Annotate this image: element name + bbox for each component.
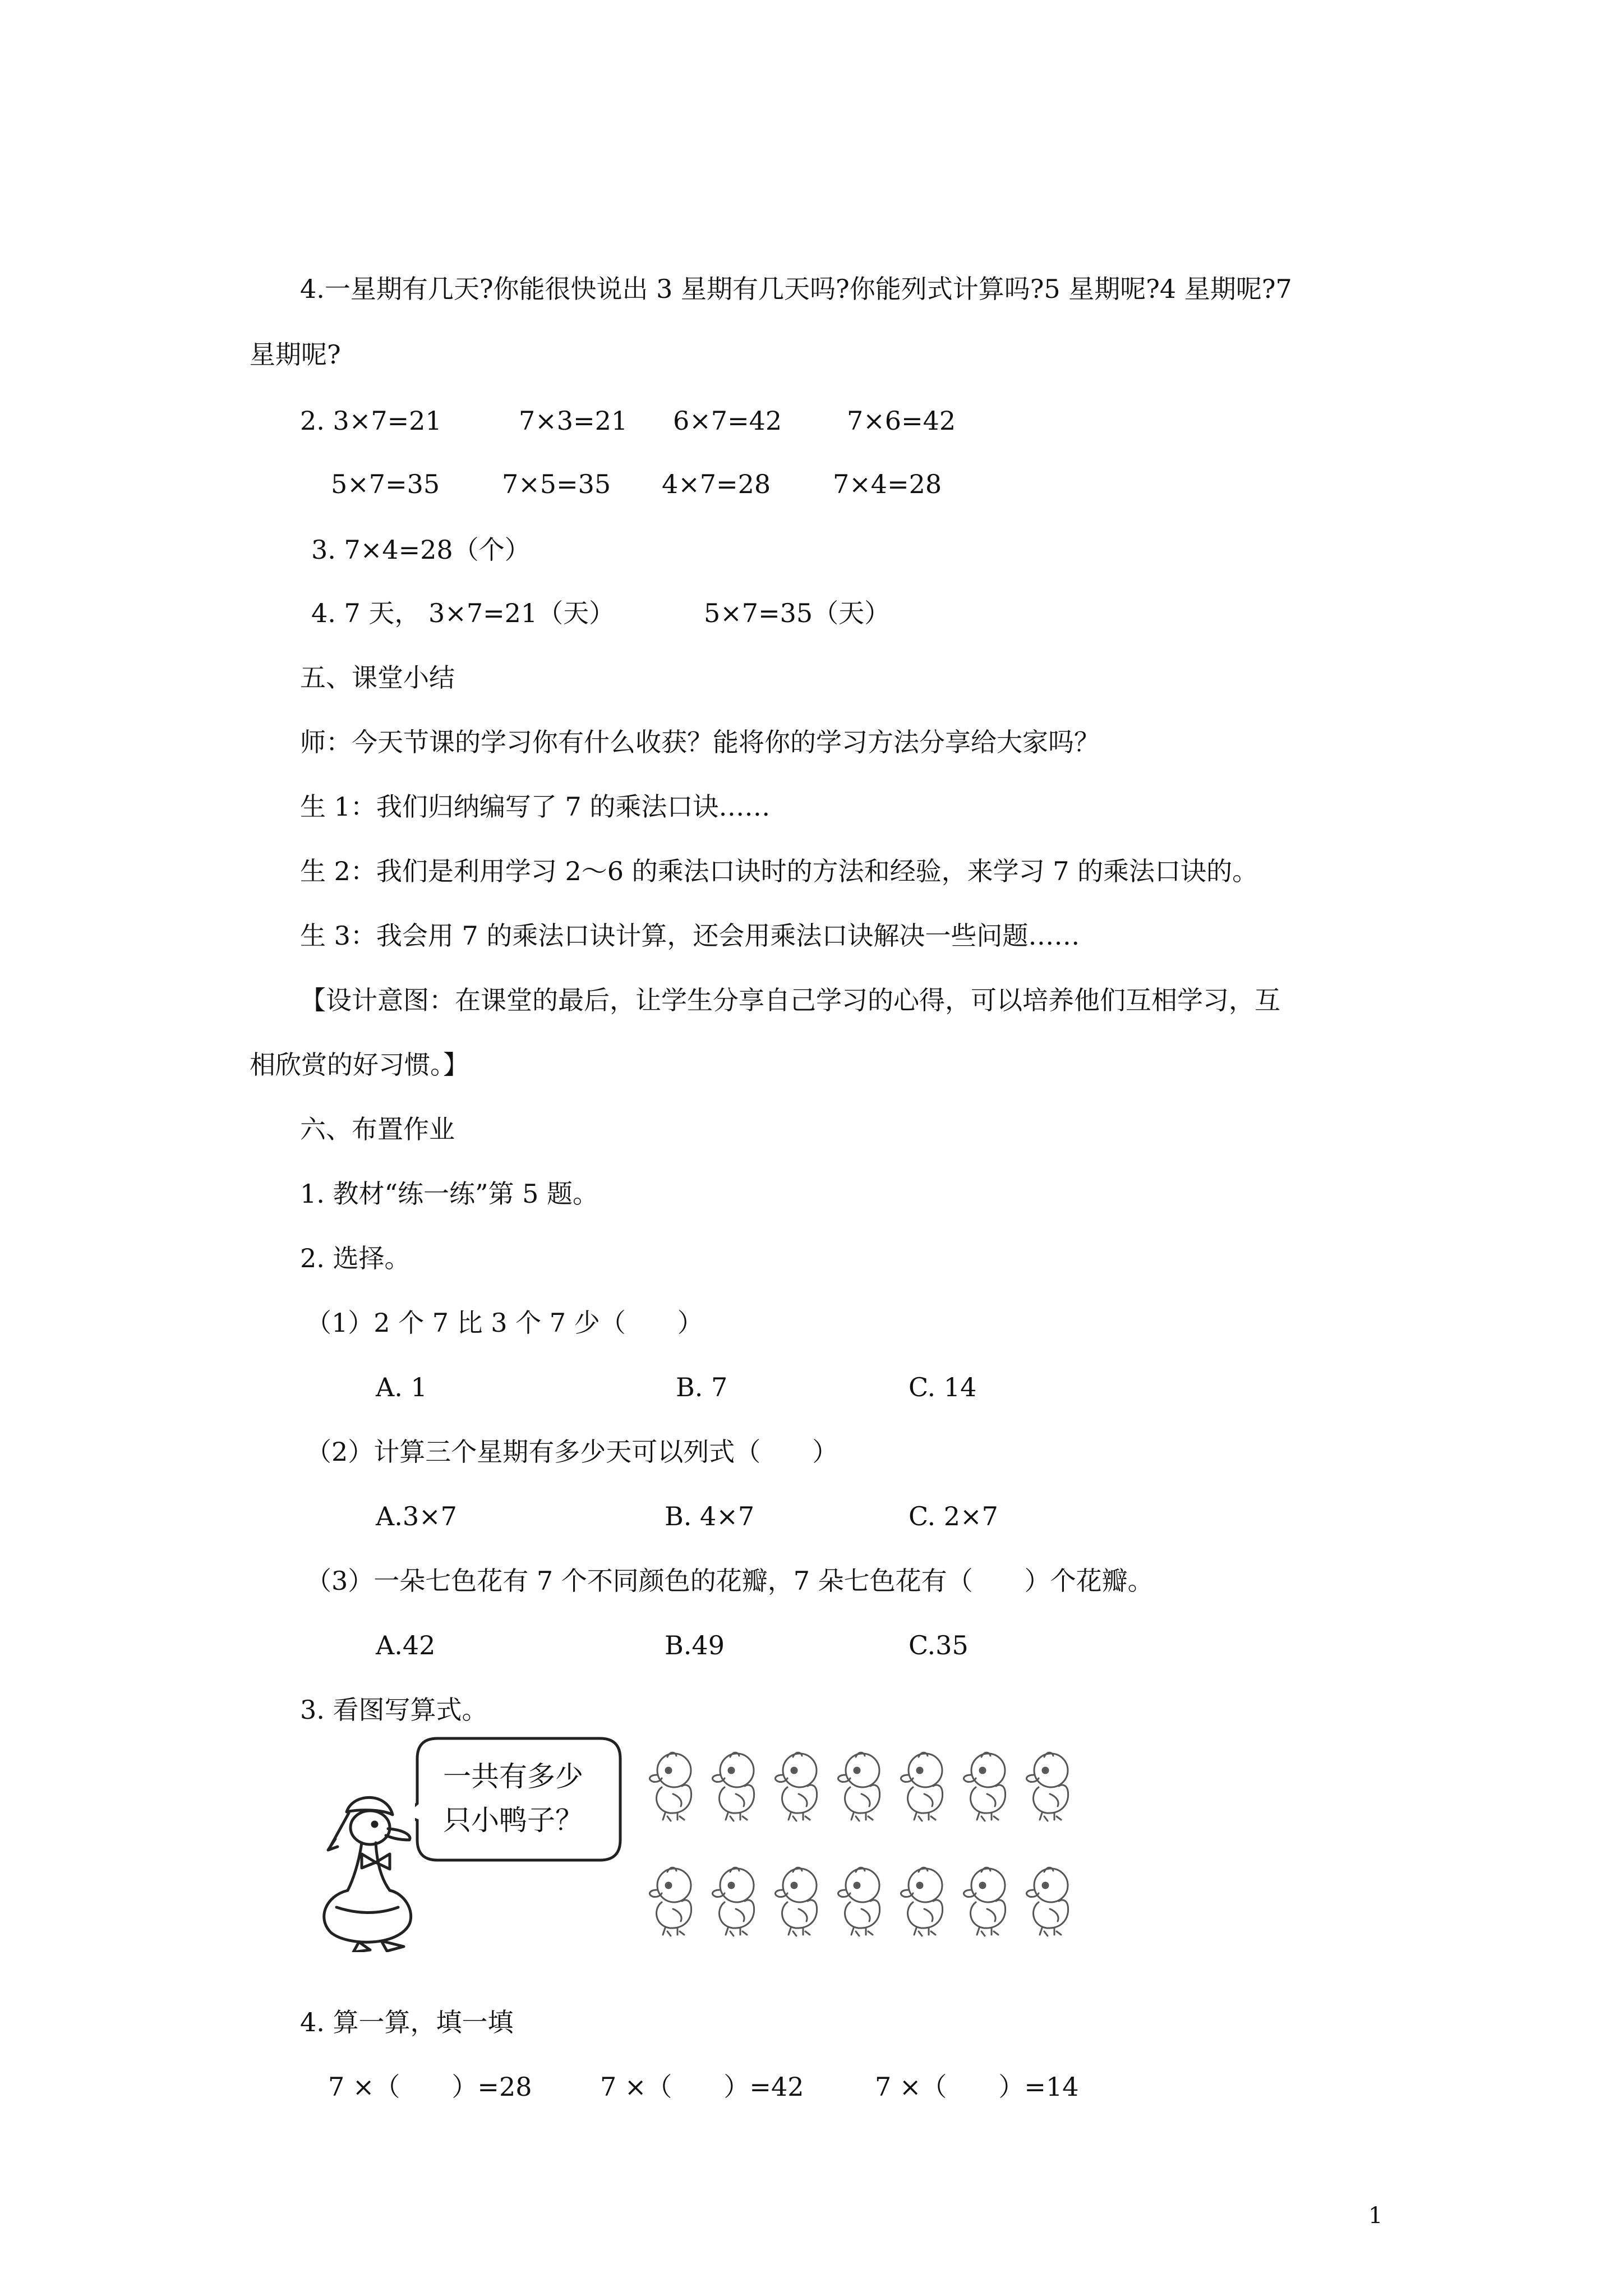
ans2-row2-b: 7×5=35 (502, 469, 611, 499)
homework-2: 2. 选择。 (300, 1243, 411, 1273)
choice3-option-c: C.35 (909, 1630, 969, 1660)
student3-line: 生 3：我会用 7 的乘法口诀计算，还会用乘法口诀解决一些问题…… (300, 921, 1080, 951)
choice2-option-c: C. 2×7 (909, 1501, 998, 1531)
fill-blank-3: 7 ×（ ）=14 (875, 2072, 1079, 2102)
bubble-line2: 只小鸭子？ (443, 1804, 583, 1837)
choice1-option-c: C. 14 (909, 1372, 977, 1402)
design-intent-1: 【设计意图：在课堂的最后，让学生分享自己学习的心得，可以培养他们互相学习，互 (300, 985, 1280, 1015)
ans4-b: 5×7=35（天） (704, 598, 891, 628)
duckling-icon (833, 1750, 885, 1823)
page-number: 1 (1368, 2203, 1383, 2229)
section6-heading: 六、布置作业 (300, 1114, 455, 1144)
duckling-icon (708, 1750, 759, 1823)
fill-blank-2: 7 ×（ ）=42 (600, 2072, 804, 2102)
ans4-a: 4. 7 天， 3×7=21（天） (311, 598, 615, 628)
ans2-row1-c: 6×7=42 (673, 406, 782, 436)
duckling-icon (771, 1750, 822, 1823)
design-intent-2: 相欣赏的好习惯。】 (250, 1050, 469, 1080)
duckling-icon (708, 1865, 759, 1938)
ans2-row2-d: 7×4=28 (833, 469, 942, 499)
choice2-option-a: A.3×7 (376, 1501, 457, 1531)
ans2-row1-b: 7×3=21 (519, 406, 628, 436)
choice3-option-a: A.42 (376, 1630, 436, 1660)
student2-line: 生 2：我们是利用学习 2～6 的乘法口诀时的方法和经验，来学习 7 的乘法口诀的。 (300, 856, 1258, 886)
homework-3: 3. 看图写算式。 (300, 1695, 488, 1725)
choice2-question: （2）计算三个星期有多少天可以列式（ ） (306, 1437, 838, 1467)
q4-line2: 星期呢? (250, 339, 341, 370)
ans2-row2-c: 4×7=28 (662, 469, 771, 499)
duckling-row-2 (645, 1865, 1073, 1938)
choice1-option-b: B. 7 (676, 1372, 728, 1402)
speech-bubble (415, 1736, 623, 1862)
duckling-icon (1022, 1865, 1073, 1938)
duckling-icon (959, 1750, 1011, 1823)
choice1-question: （1）2 个 7 比 3 个 7 少（ ） (306, 1308, 703, 1338)
duckling-icon (896, 1750, 948, 1823)
ans2-row2-a: 5×7=35 (331, 469, 440, 499)
homework-1: 1. 教材“练一练”第 5 题。 (300, 1179, 599, 1209)
ans2-row1-d: 7×6=42 (847, 406, 956, 436)
choice2-option-b: B. 4×7 (665, 1501, 755, 1531)
bubble-line1: 一共有多少 (443, 1760, 583, 1793)
duckling-icon (959, 1865, 1011, 1938)
q4-line1: 4.一星期有几天?你能很快说出 3 星期有几天吗?你能列式计算吗?5 星期呢?4 星期呢?7 (300, 274, 1292, 304)
duckling-icon (833, 1865, 885, 1938)
student1-line: 生 1：我们归纳编写了 7 的乘法口诀…… (300, 792, 771, 822)
duckling-row-1 (645, 1750, 1073, 1823)
choice3-question: （3）一朵七色花有 7 个不同颜色的花瓣，7 朵七色花有（ ）个花瓣。 (306, 1566, 1154, 1596)
mother-duck-illustration (314, 1784, 426, 1952)
duckling-icon (771, 1865, 822, 1938)
homework-4: 4. 算一算，填一填 (300, 2007, 514, 2037)
duckling-icon (1022, 1750, 1073, 1823)
duckling-icon (896, 1865, 948, 1938)
duckling-icon (645, 1865, 697, 1938)
teacher-line: 师：今天节课的学习你有什么收获？能将你的学习方法分享给大家吗？ (300, 727, 1100, 757)
duckling-icon (645, 1750, 697, 1823)
fill-blank-1: 7 ×（ ）=28 (328, 2072, 532, 2102)
ans2-row1-a: 2. 3×7=21 (300, 406, 442, 436)
ans3: 3. 7×4=28（个） (311, 535, 531, 565)
section5-heading: 五、课堂小结 (300, 662, 455, 693)
choice1-option-a: A. 1 (376, 1372, 427, 1402)
choice3-option-b: B.49 (665, 1630, 725, 1660)
